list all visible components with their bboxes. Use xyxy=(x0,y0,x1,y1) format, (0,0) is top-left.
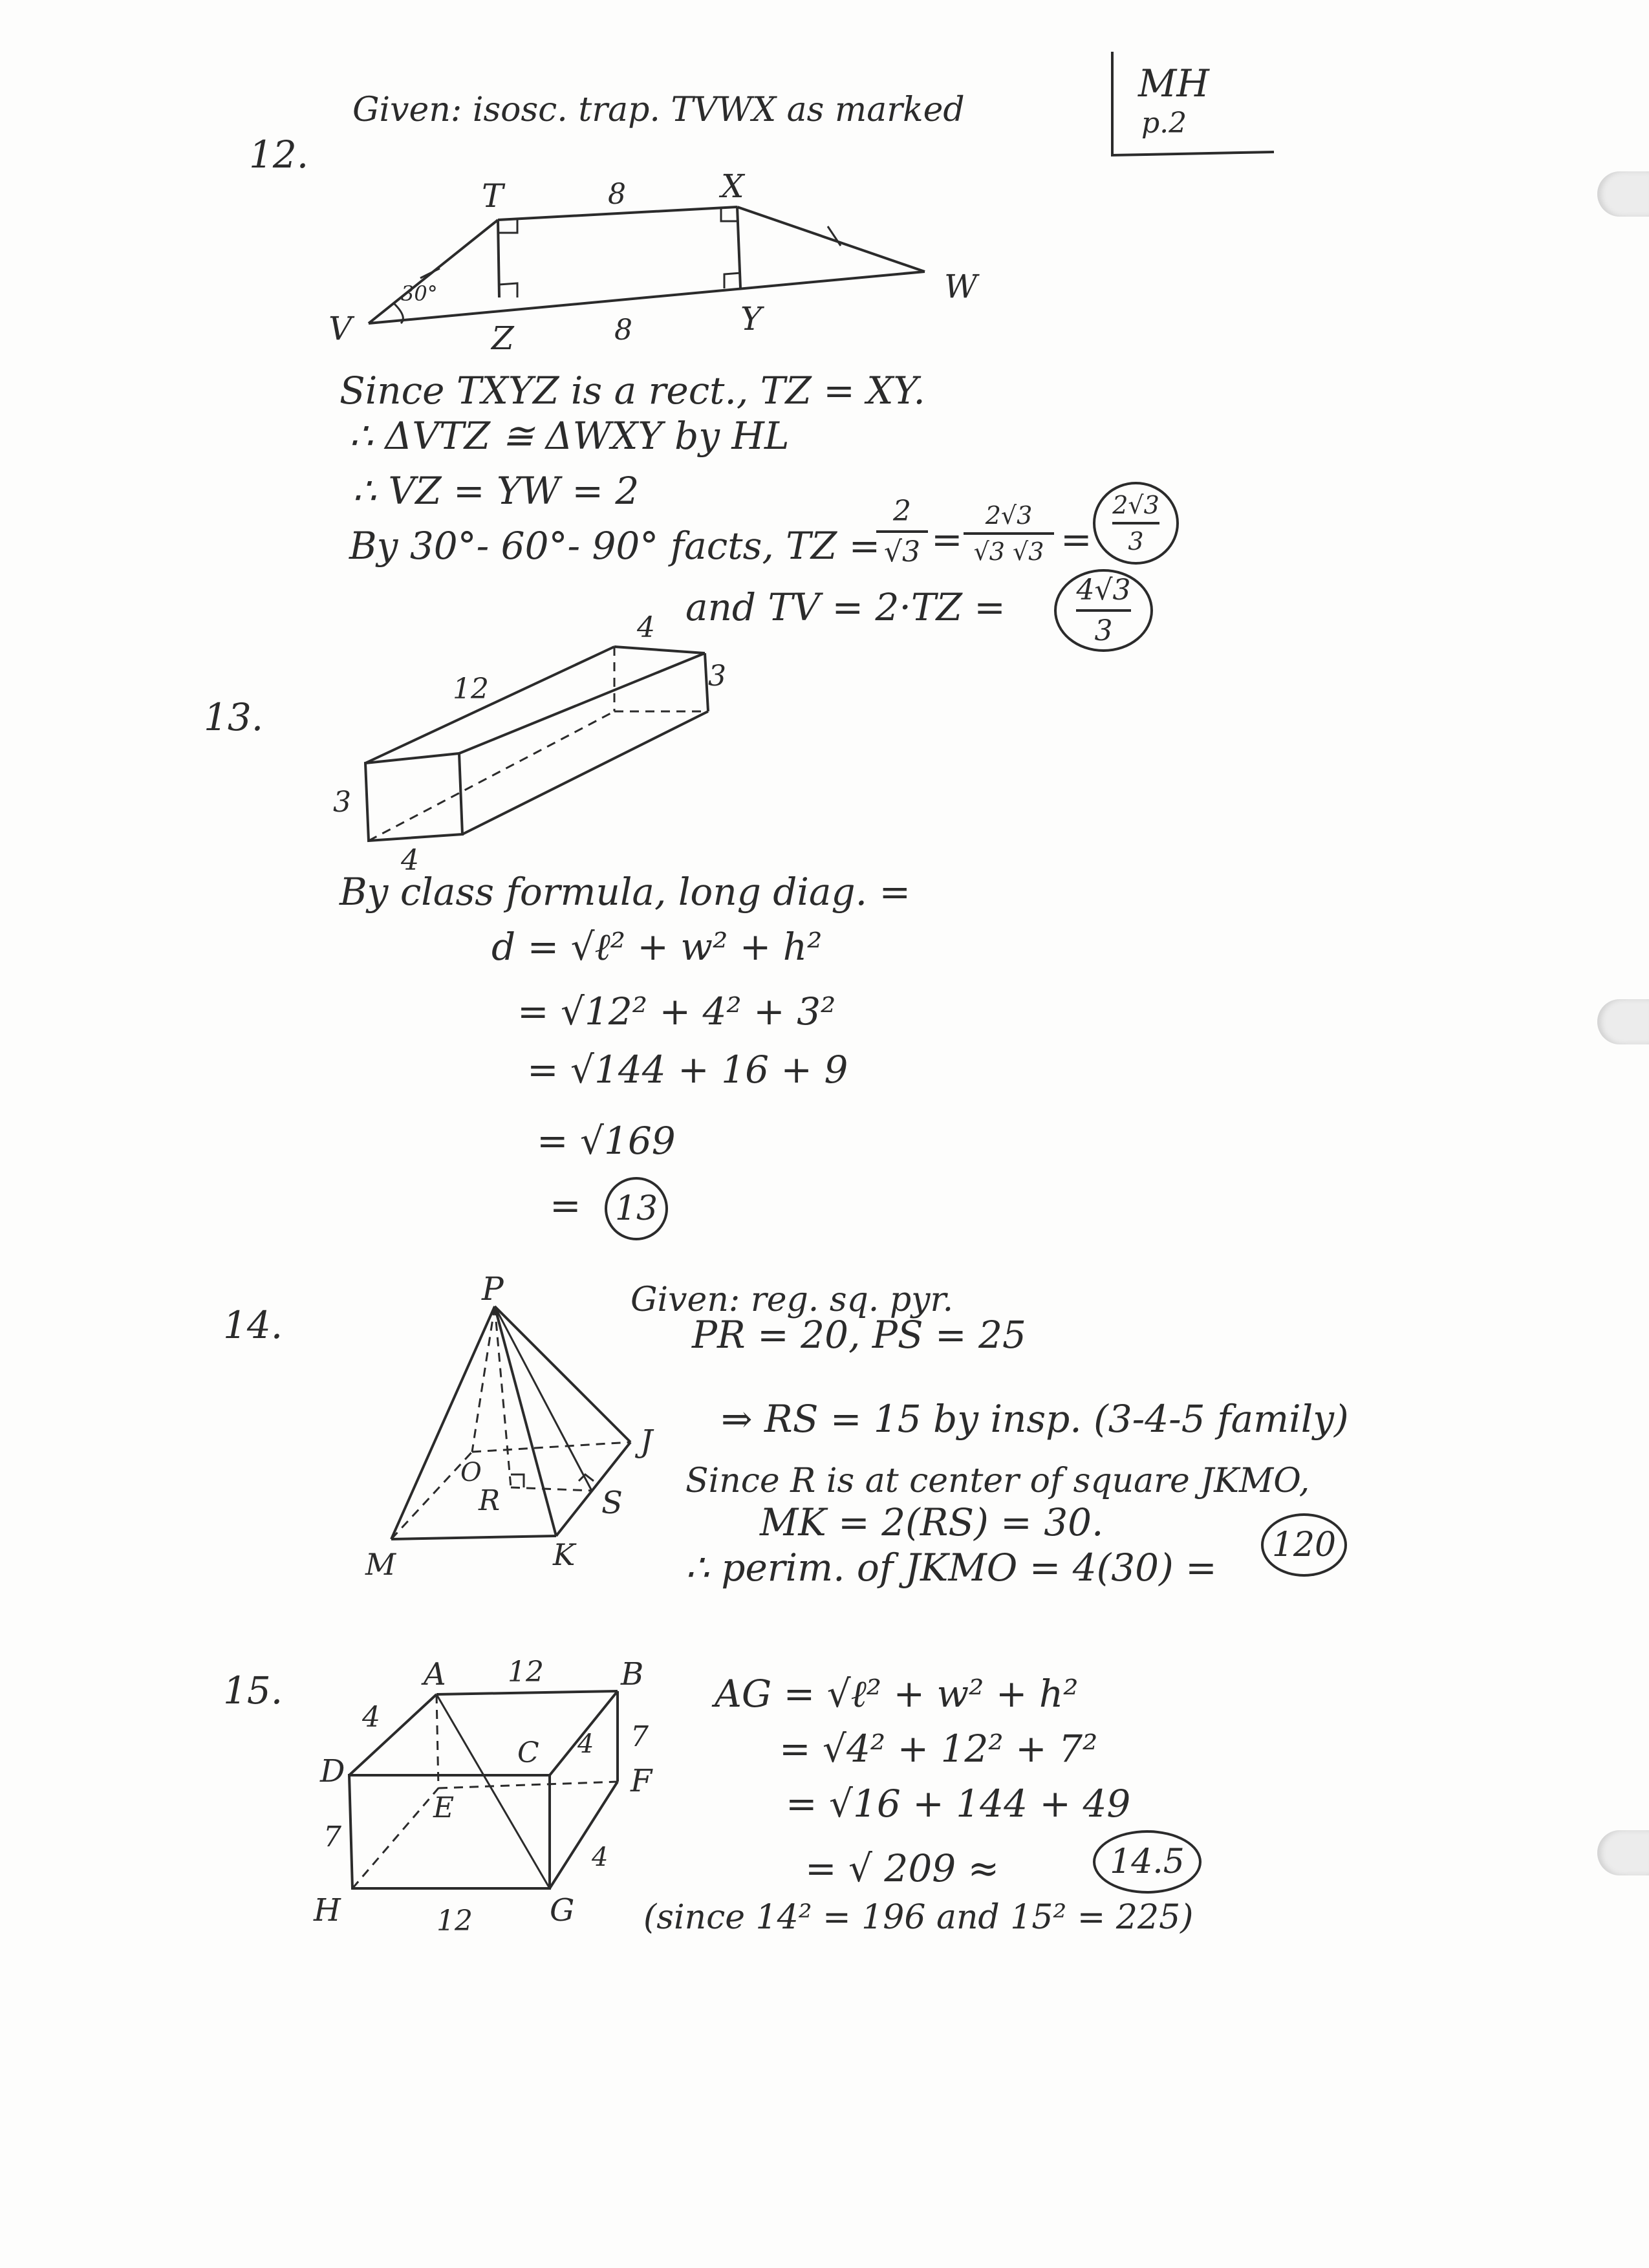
p15-step3: = √16 + 144 + 49 xyxy=(786,1782,1131,1826)
label-len-12: 12 xyxy=(453,673,489,706)
label-c-4: 4 xyxy=(577,1729,594,1759)
problem-15-number: 15. xyxy=(223,1669,283,1712)
label-top-3: 3 xyxy=(708,660,726,693)
p14-line5: MK = 2(RS) = 30. xyxy=(760,1500,1104,1544)
label-D: D xyxy=(320,1753,345,1789)
p12-fraction-1: 2 √3 xyxy=(876,495,928,568)
label-g-4: 4 xyxy=(592,1842,609,1872)
p14-line3: ⇒ RS = 15 by insp. (3-4-5 family) xyxy=(721,1397,1349,1441)
label-top-4: 4 xyxy=(637,611,655,644)
p14-line2: PR = 20, PS = 25 xyxy=(692,1313,1026,1357)
label-H: H xyxy=(314,1892,341,1928)
label-M: M xyxy=(365,1547,396,1582)
label-W: W xyxy=(944,268,978,305)
label-P: P xyxy=(482,1270,504,1308)
label-K: K xyxy=(553,1537,576,1572)
p12-line4: By 30°- 60°- 90° facts, TZ = xyxy=(349,524,881,568)
label-angle-30: 30° xyxy=(401,281,438,306)
p13-step5-prefix: = xyxy=(550,1183,581,1227)
p15-answer: 14.5 xyxy=(1093,1830,1202,1894)
label-top-8: 8 xyxy=(608,178,626,211)
p15-step4: = √ 209 ≈ xyxy=(805,1846,1000,1890)
p13-answer: 13 xyxy=(605,1177,668,1240)
label-Y: Y xyxy=(740,300,762,338)
label-O: O xyxy=(460,1458,482,1487)
p12-answer-1: $\frac{2√3}{3}$ xyxy=(1093,482,1179,565)
p12-line1: Since TXYZ is a rect., TZ = XY. xyxy=(339,369,925,413)
problem-14-number: 14. xyxy=(223,1303,283,1347)
label-right-7: 7 xyxy=(630,1720,649,1753)
label-J: J xyxy=(640,1423,653,1460)
problem-12-given: Given: isosc. trap. TVWX as marked xyxy=(352,91,965,129)
header-page: p.2 xyxy=(1141,107,1187,140)
p15-note: (since 14² = 196 and 15² = 225) xyxy=(643,1898,1194,1937)
label-left-7: 7 xyxy=(323,1820,341,1853)
p13-line1: By class formula, long diag. = xyxy=(339,870,911,914)
p14-answer: 120 xyxy=(1261,1513,1347,1577)
p14-line4: Since R is at center of square JKMO, xyxy=(685,1462,1310,1500)
label-front-4: 4 xyxy=(401,844,419,877)
p12-eq-2: = xyxy=(1061,517,1092,561)
p14-line1: Given: reg. sq. pyr. xyxy=(630,1280,954,1319)
label-top-12: 12 xyxy=(508,1656,544,1689)
p13-step4: = √169 xyxy=(537,1119,676,1163)
p12-line5: and TV = 2·TZ = xyxy=(685,585,1006,629)
label-V: V xyxy=(329,310,352,347)
label-E: E xyxy=(433,1791,455,1824)
problem-13-number: 13. xyxy=(204,695,264,739)
label-bottom-8: 8 xyxy=(614,314,632,347)
header-initials: MH xyxy=(1138,61,1209,105)
label-A: A xyxy=(424,1656,446,1692)
label-F: F xyxy=(630,1763,652,1799)
label-T: T xyxy=(482,177,504,215)
p13-step1: d = √ℓ² + w² + h² xyxy=(491,925,823,969)
label-S: S xyxy=(601,1485,623,1521)
label-G: G xyxy=(550,1892,575,1928)
p12-line2: ∴ ΔVTZ ≅ ΔWXY by HL xyxy=(349,414,790,458)
p13-step2: = √12² + 4² + 3² xyxy=(517,989,836,1033)
label-C: C xyxy=(517,1736,539,1769)
label-R: R xyxy=(479,1484,501,1517)
problem-12-number: 12. xyxy=(249,133,309,177)
p12-answer-2: $\frac{4√3}{3}$ xyxy=(1054,569,1153,652)
p13-step3: = √144 + 16 + 9 xyxy=(527,1048,848,1092)
p12-fraction-2: 2√3 √3 √3 xyxy=(964,501,1054,566)
label-front-3: 3 xyxy=(333,786,351,819)
label-Z: Z xyxy=(491,319,514,357)
p12-line3: ∴ VZ = YW = 2 xyxy=(352,469,640,513)
p15-step1: AG = √ℓ² + w² + h² xyxy=(715,1672,1079,1716)
label-B: B xyxy=(621,1656,644,1692)
label-left-4: 4 xyxy=(362,1701,380,1734)
p15-step2: = √4² + 12² + 7² xyxy=(779,1727,1098,1771)
label-X: X xyxy=(721,167,744,205)
p12-eq-1: = xyxy=(931,517,963,561)
label-bottom-12: 12 xyxy=(436,1905,473,1938)
p14-line6: ∴ perim. of JKMO = 4(30) = xyxy=(685,1546,1217,1590)
